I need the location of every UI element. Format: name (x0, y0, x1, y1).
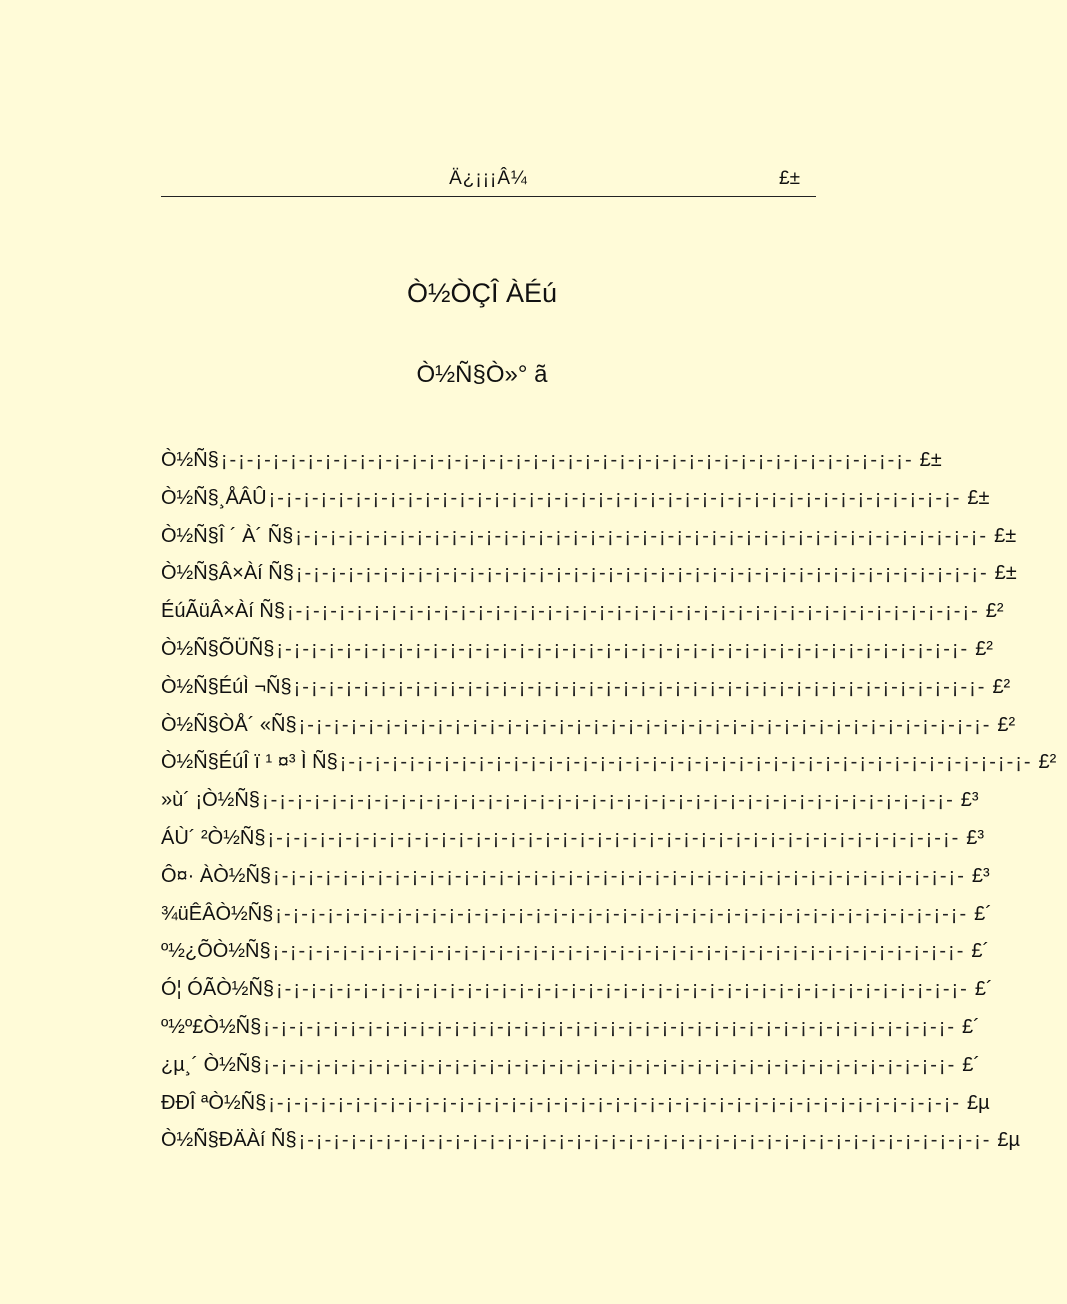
toc-entry[interactable] (161, 751, 1057, 789)
toc-entry-label: ÉúÃüÂ×Àí Ñ§ (161, 600, 285, 623)
toc-entry-label: ÁÙ´ ²Ò½Ñ§ (161, 826, 266, 849)
toc-entry-page: £´ (974, 978, 993, 1001)
toc-entry-label: Ò½Ñ§ÕÜÑ§ (161, 637, 275, 660)
toc-dot-leader: ¡-¡-¡-¡-¡-¡-¡-¡-¡-¡-¡-¡-¡-¡-¡-¡-¡-¡-¡-¡-¡-¡-¡-¡-¡-¡-¡-¡-¡-¡-¡-¡-¡-¡-¡-¡-¡-¡-¡-¡- (268, 1091, 962, 1114)
toc-dot-leader: ¡-¡-¡-¡-¡-¡-¡-¡-¡-¡-¡-¡-¡-¡-¡-¡-¡-¡-¡-¡-¡-¡-¡-¡-¡-¡-¡-¡-¡-¡-¡-¡-¡-¡-¡-¡-¡-¡-¡-¡- (263, 1015, 957, 1038)
toc-entry-label: Ò½Ñ§ÉúÌ ¬Ñ§ (161, 675, 292, 698)
toc-entry-page: £´ (971, 940, 990, 963)
toc-entry-label: Ò½Ñ§ÒÅ´ «Ñ§ (161, 713, 297, 736)
toc-entry-page: £² (997, 713, 1016, 736)
toc-dot-leader: ¡-¡-¡-¡-¡-¡-¡-¡-¡-¡-¡-¡-¡-¡-¡-¡-¡-¡-¡-¡-¡-¡-¡-¡-¡-¡-¡-¡-¡-¡-¡-¡-¡-¡-¡-¡-¡-¡-¡-¡- (267, 826, 961, 849)
toc-dot-leader: ¡-¡-¡-¡-¡-¡-¡-¡-¡-¡-¡-¡-¡-¡-¡-¡-¡-¡-¡-¡-¡-¡-¡-¡-¡-¡-¡-¡-¡-¡-¡-¡-¡-¡-¡-¡-¡-¡-¡-¡- (263, 1053, 957, 1076)
toc-entry-label: Ò½Ñ§Â×Àí Ñ§ (161, 562, 294, 585)
toc-entry-label: Ô¤· ÀÒ½Ñ§ (161, 864, 272, 887)
toc-entry-page: £² (985, 600, 1004, 623)
toc-entry[interactable] (161, 826, 985, 865)
toc-entry-page: £µ (967, 1091, 990, 1114)
toc-dot-leader: ¡-¡-¡-¡-¡-¡-¡-¡-¡-¡-¡-¡-¡-¡-¡-¡-¡-¡-¡-¡-¡-¡-¡-¡-¡-¡-¡-¡-¡-¡-¡-¡-¡-¡-¡-¡-¡-¡-¡-¡- (220, 449, 914, 471)
toc-dot-leader: ¡-¡-¡-¡-¡-¡-¡-¡-¡-¡-¡-¡-¡-¡-¡-¡-¡-¡-¡-¡-¡-¡-¡-¡-¡-¡-¡-¡-¡-¡-¡-¡-¡-¡-¡-¡-¡-¡-¡-¡- (275, 902, 969, 925)
toc-entry-label: Ò½Ñ§¸ÅÂÛ (161, 486, 267, 509)
document-title: Ò½ÒÇÎ ÀÉú (406, 278, 558, 308)
toc-entry-page: £³ (966, 826, 985, 849)
toc-entry[interactable] (161, 675, 1011, 714)
toc-entry-label: ÐÐÎ ªÒ½Ñ§ (161, 1091, 267, 1114)
toc-dot-leader: ¡-¡-¡-¡-¡-¡-¡-¡-¡-¡-¡-¡-¡-¡-¡-¡-¡-¡-¡-¡-¡-¡-¡-¡-¡-¡-¡-¡-¡-¡-¡-¡-¡-¡-¡-¡-¡-¡-¡-¡- (295, 524, 989, 547)
table-of-contents (161, 449, 1057, 1167)
toc-entry-label: º½¿ÕÒ½Ñ§ (161, 940, 271, 963)
toc-entry[interactable] (161, 562, 1017, 600)
toc-entry-page: £´ (962, 1053, 981, 1076)
toc-dot-leader: ¡-¡-¡-¡-¡-¡-¡-¡-¡-¡-¡-¡-¡-¡-¡-¡-¡-¡-¡-¡-¡-¡-¡-¡-¡-¡-¡-¡-¡-¡-¡-¡-¡-¡-¡-¡-¡-¡-¡-¡- (273, 864, 966, 887)
toc-entry-page: £± (919, 449, 942, 471)
toc-entry[interactable] (161, 637, 993, 676)
toc-entry-label: Ò½Ñ§ (161, 449, 219, 471)
toc-entry-page: £² (975, 637, 993, 660)
toc-dot-leader: ¡-¡-¡-¡-¡-¡-¡-¡-¡-¡-¡-¡-¡-¡-¡-¡-¡-¡-¡-¡-¡-¡-¡-¡-¡-¡-¡-¡-¡-¡-¡-¡-¡-¡-¡-¡-¡-¡-¡-¡- (268, 486, 962, 509)
page-header (161, 166, 816, 197)
toc-entry[interactable] (161, 1015, 980, 1054)
toc-entry-label: ¿µ¸´ Ò½Ñ§ (161, 1053, 262, 1076)
toc-dot-leader: ¡-¡-¡-¡-¡-¡-¡-¡-¡-¡-¡-¡-¡-¡-¡-¡-¡-¡-¡-¡-¡-¡-¡-¡-¡-¡-¡-¡-¡-¡-¡-¡-¡-¡-¡-¡-¡-¡-¡-¡- (339, 751, 1033, 774)
toc-entry-label: ¾üÊÂÒ½Ñ§ (161, 902, 274, 925)
toc-entry-page: £³ (971, 864, 990, 887)
toc-entry[interactable] (161, 902, 992, 941)
toc-dot-leader: ¡-¡-¡-¡-¡-¡-¡-¡-¡-¡-¡-¡-¡-¡-¡-¡-¡-¡-¡-¡-¡-¡-¡-¡-¡-¡-¡-¡-¡-¡-¡-¡-¡-¡-¡-¡-¡-¡-¡-¡- (298, 1129, 992, 1152)
toc-entry[interactable] (161, 449, 942, 487)
toc-entry-label: »ù´ ¡Ò½Ñ§ (161, 789, 260, 812)
toc-dot-leader: ¡-¡-¡-¡-¡-¡-¡-¡-¡-¡-¡-¡-¡-¡-¡-¡-¡-¡-¡-¡-¡-¡-¡-¡-¡-¡-¡-¡-¡-¡-¡-¡-¡-¡-¡-¡-¡-¡-¡-¡- (261, 789, 955, 812)
toc-dot-leader: ¡-¡-¡-¡-¡-¡-¡-¡-¡-¡-¡-¡-¡-¡-¡-¡-¡-¡-¡-¡-¡-¡-¡-¡-¡-¡-¡-¡-¡-¡-¡-¡-¡-¡-¡-¡-¡-¡-¡-¡- (276, 978, 969, 1001)
toc-dot-leader: ¡-¡-¡-¡-¡-¡-¡-¡-¡-¡-¡-¡-¡-¡-¡-¡-¡-¡-¡-¡-¡-¡-¡-¡-¡-¡-¡-¡-¡-¡-¡-¡-¡-¡-¡-¡-¡-¡-¡-¡- (286, 600, 980, 623)
toc-entry[interactable] (161, 864, 990, 903)
toc-entry-label: Ò½Ñ§Î ´ À´ Ñ§ (161, 524, 294, 547)
toc-entry[interactable] (161, 524, 1017, 563)
toc-entry[interactable] (161, 1129, 1021, 1167)
toc-entry-label: Ò½Ñ§ÉúÎ ï ¹ ¤³ Ì Ñ§ (161, 751, 338, 774)
toc-entry[interactable] (161, 940, 990, 978)
toc-entry[interactable] (161, 1053, 981, 1092)
toc-entry-page: £² (992, 675, 1011, 698)
toc-entry-label: º½º£Ò½Ñ§ (161, 1015, 262, 1038)
toc-entry[interactable] (161, 486, 990, 525)
toc-dot-leader: ¡-¡-¡-¡-¡-¡-¡-¡-¡-¡-¡-¡-¡-¡-¡-¡-¡-¡-¡-¡-¡-¡-¡-¡-¡-¡-¡-¡-¡-¡-¡-¡-¡-¡-¡-¡-¡-¡-¡-¡- (298, 713, 992, 736)
section-subtitle: Ò½Ñ§Ò»° ã (416, 361, 548, 388)
toc-entry-label: Ò½Ñ§ÐÄÀí Ñ§ (161, 1129, 297, 1152)
toc-entry[interactable] (161, 1091, 990, 1130)
header-title: Ä¿¡¡¡Â¼ (449, 168, 528, 189)
toc-entry-label: Ó¦ ÓÃÒ½Ñ§ (161, 978, 275, 1001)
toc-entry-page: £´ (974, 902, 992, 925)
toc-entry-page: £´ (962, 1015, 980, 1038)
toc-entry-page: £± (994, 562, 1017, 585)
toc-entry-page: £³ (960, 789, 979, 812)
toc-entry[interactable] (161, 713, 1016, 752)
toc-dot-leader: ¡-¡-¡-¡-¡-¡-¡-¡-¡-¡-¡-¡-¡-¡-¡-¡-¡-¡-¡-¡-¡-¡-¡-¡-¡-¡-¡-¡-¡-¡-¡-¡-¡-¡-¡-¡-¡-¡-¡-¡- (295, 562, 989, 585)
toc-dot-leader: ¡-¡-¡-¡-¡-¡-¡-¡-¡-¡-¡-¡-¡-¡-¡-¡-¡-¡-¡-¡-¡-¡-¡-¡-¡-¡-¡-¡-¡-¡-¡-¡-¡-¡-¡-¡-¡-¡-¡-¡- (272, 940, 966, 963)
toc-entry[interactable] (161, 600, 1004, 638)
toc-entry-page: £± (967, 486, 990, 509)
toc-entry-page: £² (1038, 751, 1057, 774)
toc-entry[interactable] (161, 978, 993, 1016)
toc-entry-page: £± (994, 524, 1017, 547)
toc-entry-page: £µ (997, 1129, 1021, 1152)
toc-dot-leader: ¡-¡-¡-¡-¡-¡-¡-¡-¡-¡-¡-¡-¡-¡-¡-¡-¡-¡-¡-¡-¡-¡-¡-¡-¡-¡-¡-¡-¡-¡-¡-¡-¡-¡-¡-¡-¡-¡-¡-¡- (293, 675, 987, 698)
toc-entry[interactable] (161, 789, 979, 827)
toc-dot-leader: ¡-¡-¡-¡-¡-¡-¡-¡-¡-¡-¡-¡-¡-¡-¡-¡-¡-¡-¡-¡-¡-¡-¡-¡-¡-¡-¡-¡-¡-¡-¡-¡-¡-¡-¡-¡-¡-¡-¡-¡- (276, 637, 970, 660)
header-page-number: £± (779, 168, 800, 189)
